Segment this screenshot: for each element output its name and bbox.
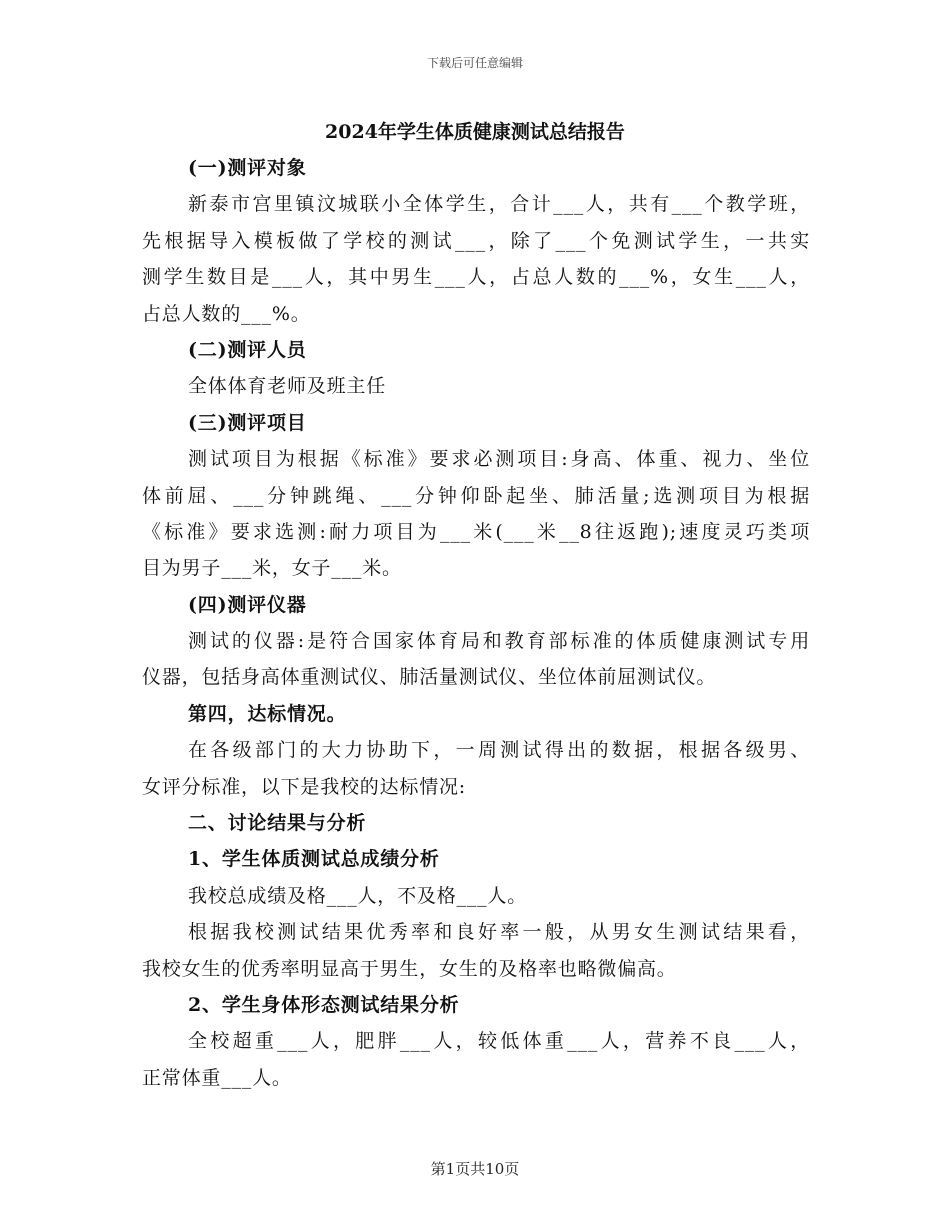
paragraph-line: 全体体育老师及班主任 <box>188 375 387 398</box>
paragraph-line: 目为男子___米，女子___米。 <box>142 557 402 580</box>
paragraph-line: 《标准》要求选测:耐力项目为___米(___米__8往返跑);速度灵巧类项 <box>142 520 810 543</box>
paragraph-line: 测学生数目是___人，其中男生___人，占总人数的___%，女生___人， <box>142 266 810 289</box>
section-heading: (二)测评人员 <box>188 338 307 361</box>
section-heading: (四)测评仪器 <box>188 593 307 616</box>
paragraph-line: 在各级部门的大力协助下，一周测试得出的数据，根据各级男、 <box>188 739 810 762</box>
paragraph-line: 体前屈、___分钟跳绳、___分钟仰卧起坐、肺活量;选测项目为根据 <box>142 484 810 507</box>
paragraph-line: 根据我校测试结果优秀率和良好率一般，从男女生测试结果看， <box>188 921 810 944</box>
page-footer: 第1页共10页 <box>430 1160 520 1178</box>
section-heading: (三)测评项目 <box>188 411 307 434</box>
page-header: 下载后可任意编辑 <box>426 56 523 70</box>
section-heading: 二、讨论结果与分析 <box>188 812 367 835</box>
section-heading: 1、学生体质测试总成绩分析 <box>188 848 440 871</box>
paragraph-line: 女评分标准，以下是我校的达标情况: <box>142 775 467 798</box>
paragraph-line: 仪器，包括身高体重测试仪、肺活量测试仪、坐位体前屈测试仪。 <box>142 666 717 689</box>
section-heading: 2、学生身体形态测试结果分析 <box>188 993 460 1016</box>
paragraph-line: 测试项目为根据《标准》要求必测项目:身高、体重、视力、坐位 <box>188 448 810 471</box>
paragraph-line: 全校超重___人，肥胖___人，较低体重___人，营养不良___人， <box>188 1030 810 1053</box>
section-heading: (一)测评对象 <box>188 157 307 179</box>
paragraph-line: 正常体重___人。 <box>142 1066 292 1089</box>
document-title: 2024年学生体质健康测试总结报告 <box>325 121 625 143</box>
paragraph-line: 我校总成绩及格___人，不及格___人。 <box>188 884 528 907</box>
paragraph-line: 测试的仪器:是符合国家体育局和教育部标准的体质健康测试专用 <box>188 630 810 653</box>
paragraph-line: 新泰市宫里镇汶城联小全体学生，合计___人，共有___个教学班， <box>188 193 810 216</box>
section-heading: 第四，达标情况。 <box>188 702 347 725</box>
document-body <box>142 150 810 1096</box>
paragraph-line: 我校女生的优秀率明显高于男生，女生的及格率也略微偏高。 <box>142 957 677 980</box>
paragraph-line: 占总人数的___%。 <box>142 302 311 325</box>
paragraph-line: 先根据导入模板做了学校的测试___，除了___个免测试学生，一共实 <box>142 229 810 252</box>
